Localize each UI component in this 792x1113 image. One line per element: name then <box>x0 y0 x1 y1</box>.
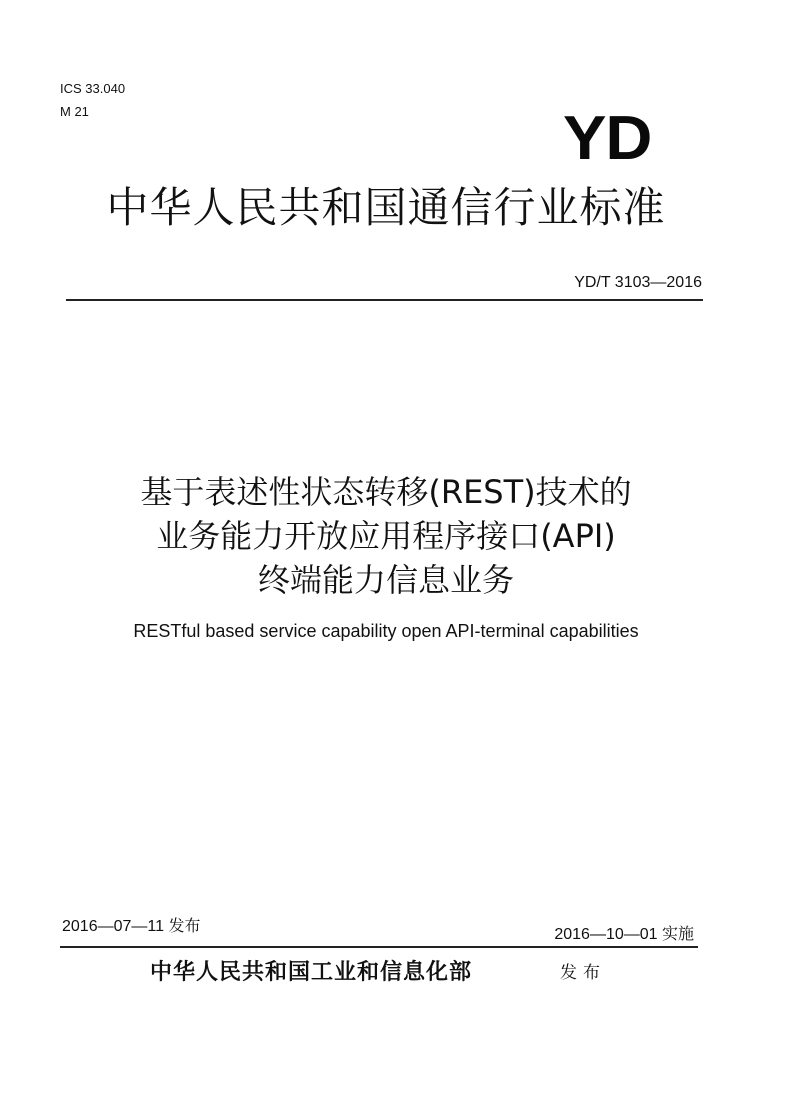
ics-code: ICS 33.040 <box>60 81 126 96</box>
issue-date: 2016—07—11 发布 <box>62 918 201 935</box>
document-title <box>60 470 712 602</box>
yd-logo: YD <box>563 104 652 173</box>
document-title-line-1: 基于表述性状态转移(REST)技术的 <box>140 473 632 511</box>
document-title-line-2: 业务能力开放应用程序接口(API) <box>156 517 616 555</box>
header-divider <box>66 299 703 301</box>
standard-title: 中华人民共和国通信行业标准 <box>106 183 666 232</box>
english-title: RESTful based service capability open API-terminal capabilities <box>133 621 639 641</box>
publisher: 中华人民共和国工业和信息化部 <box>150 959 473 985</box>
implementation-date: 2016—10—01 实施 <box>554 926 694 943</box>
standard-number: YD/T 3103—2016 <box>574 274 702 291</box>
publish-label: 发布 <box>560 963 606 983</box>
document-title-line-3: 终端能力信息业务 <box>257 561 514 599</box>
classification-code: M 21 <box>60 104 89 119</box>
footer-divider <box>60 946 698 948</box>
